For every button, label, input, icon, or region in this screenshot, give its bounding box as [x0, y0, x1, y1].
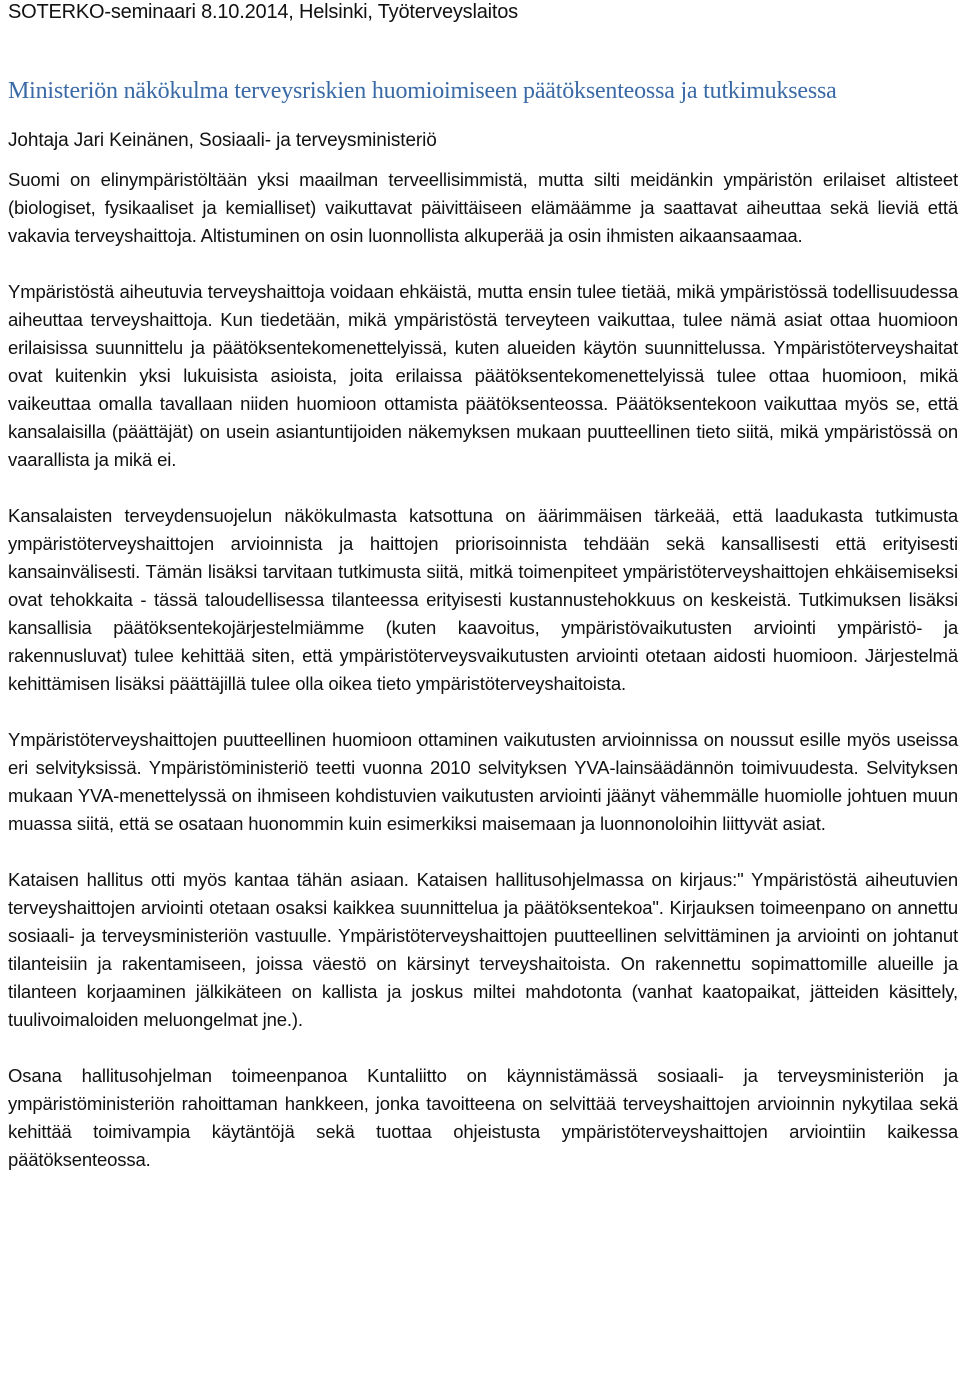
event-header: SOTERKO-seminaari 8.10.2014, Helsinki, Työterveyslaitos	[8, 1, 518, 23]
author-line: Johtaja Jari Keinänen, Sosiaali- ja terveysministeriö	[8, 130, 437, 151]
paragraph-1: Suomi on elinympäristöltään yksi maailman terveellisimmistä, mutta silti meidänkin ympäristön erilaiset altisteet (biologiset, fysikaaliset ja kemialliset) vaikuttavat päivittäiseen elämäämme ja saattavat aiheuttaa sekä lieviä että vakavia terveyshaittoja. Altistuminen on osin luonnollista alkuperää ja osin ihmisten aikaansaamaa.	[8, 169, 958, 246]
document-page	[8, 0, 958, 1174]
paragraph-6: Osana hallitusohjelman toimeenpanoa Kuntaliitto on käynnistämässä sosiaali- ja terveysministeriön ja ympäristöministeriön rahoittaman hankkeen, jonka tavoitteena on selvittää terveyshaittojen arvioinnin nykytilaa sekä kehittää toimivampia käytäntöjä sekä tuottaa ohjeistusta ympäristöterveyshaittojen arviointiin kaikessa päätöksenteossa.	[8, 1065, 958, 1170]
paragraph-3: Kansalaisten terveydensuojelun näkökulmasta katsottuna on äärimmäisen tärkeää, että laadukasta tutkimusta ympäristöterveyshaittojen arvioinnista ja haittojen priorisoinnista tehdään sekä kansallisesti että erityisesti kansainvälisesti. Tämän lisäksi tarvitaan tutkimusta siitä, mitkä toimenpiteet ympäristöterveyshaittojen ehkäisemiseksi ovat tehokkaita - tässä taloudellisessa tilanteessa erityisesti kustannustehokkuus on keskeistä. Tutkimuksen lisäksi kansallisia päätöksentekojärjestelmiämme (kuten kaavoitus, ympäristövaikutusten arviointi ympäristö- ja rakennusluvat) tulee kehittää siten, että ympäristöterveysvaikutusten arviointi otetaan aidosti huomioon. Järjestelmä kehittämisen lisäksi päättäjillä tulee olla oikea tieto ympäristöterveyshaitoista.	[8, 505, 958, 694]
document-title: Ministeriön näkökulma terveysriskien huomioimiseen päätöksenteossa ja tutkimuksessa	[8, 78, 837, 104]
paragraph-5: Kataisen hallitus otti myös kantaa tähän asiaan. Kataisen hallitusohjelmassa on kirjaus:" Ympäristöstä aiheutuvien terveyshaittojen arviointi otetaan osaksi kaikkea suunnittelua ja päätöksentekoa". Kirjauksen toimeenpano on annettu sosiaali- ja terveysministeriön vastuulle. Ympäristöterveyshaittojen puutteellinen selvittäminen ja arviointi on johtanut tilanteisiin ja rakentamiseen, joissa väestö on kärsinyt terveyshaitoista. On rakennettu sopimattomille alueille ja tilanteen korjaaminen jälkikäteen on kallista ja joskus miltei mahdotonta (vanhat kaatopaikat, jätteiden käsittely, tuulivoimaloiden meluongelmat jne.).	[8, 869, 958, 1030]
paragraph-4: Ympäristöterveyshaittojen puutteellinen huomioon ottaminen vaikutusten arvioinnissa on noussut esille myös useissa eri selvityksissä. Ympäristöministeriö teetti vuonna 2010 selvityksen YVA-lainsäädännön toimivuudesta. Selvityksen mukaan YVA-menettelyssä on ihmiseen kohdistuvien vaikutusten arviointi jäänyt vähemmälle huomiolle johtuen muun muassa siitä, että se osataan huonommin kuin esimerkiksi maisemaan ja luonnonoloihin liittyvät asiat.	[8, 729, 958, 834]
paragraph-2: Ympäristöstä aiheutuvia terveyshaittoja voidaan ehkäistä, mutta ensin tulee tietää, mikä ympäristössä todellisuudessa aiheuttaa terveyshaittoja. Kun tiedetään, mikä ympäristöstä terveyteen vaikuttaa, tulee nämä asiat ottaa huomioon erilaisissa suunnittelu ja päätöksentekomenettelyissä, kuten alueiden käytön suunnittelussa. Ympäristöterveyshaitat ovat kuitenkin yksi lukuisista asioista, joita erilaissa päätöksentekomenettelyissä tulee ottaa huomioon, mikä vaikeuttaa omalla tavallaan niiden huomioon ottamista päätöksenteossa. Päätöksentekoon vaikuttaa myös se, että kansalaisilla (päättäjät) on usein asiantuntijoiden näkemyksen mukaan puutteellinen tieto siitä, mikä ympäristössä on vaarallista ja mikä ei.	[8, 281, 958, 470]
